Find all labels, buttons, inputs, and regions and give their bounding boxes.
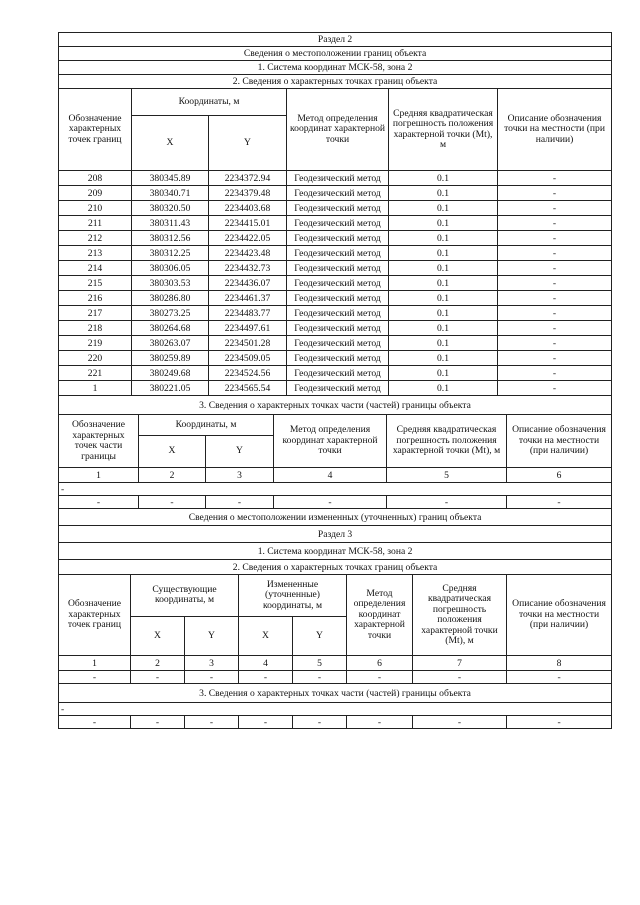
parts-dash-cell: - — [206, 496, 274, 509]
point-description: - — [498, 336, 612, 351]
point-x: 380312.56 — [132, 231, 209, 246]
parts-number-cell: 1 — [59, 468, 139, 483]
parts-col-designation: Обозначение характерных точек части границы — [59, 415, 139, 468]
point-description: - — [498, 321, 612, 336]
point-description: - — [498, 351, 612, 366]
point-y: 2234436.07 — [209, 276, 287, 291]
s3-number-cell: 8 — [507, 656, 612, 671]
point-y: 2234379.48 — [209, 186, 287, 201]
s3-number-cell: 4 — [239, 656, 293, 671]
col-coordinates: Координаты, м — [132, 89, 287, 116]
table-row — [59, 306, 612, 321]
parts-number-cell: 5 — [387, 468, 507, 483]
section3-title: Раздел 3 — [59, 526, 612, 543]
point-error: 0.1 — [389, 351, 498, 366]
point-error: 0.1 — [389, 186, 498, 201]
s3-number-cell: 6 — [347, 656, 413, 671]
point-method: Геодезический метод — [287, 261, 389, 276]
point-x: 380221.05 — [132, 381, 209, 396]
point-method: Геодезический метод — [287, 366, 389, 381]
point-y: 2234432.73 — [209, 261, 287, 276]
s3-dashes-row — [59, 671, 612, 684]
point-y: 2234565.54 — [209, 381, 287, 396]
point-method: Геодезический метод — [287, 336, 389, 351]
point-method: Геодезический метод — [287, 246, 389, 261]
parts-col-description: Описание обозначения точки на местности (при наличии) — [507, 415, 612, 468]
s3-dash-cell: - — [239, 671, 293, 684]
s3-col-existing-x: X — [131, 616, 185, 656]
point-y: 2234509.05 — [209, 351, 287, 366]
s3-col-method: Метод определения координат характерной точки — [347, 575, 413, 656]
point-id: 218 — [59, 321, 132, 336]
point-method: Геодезический метод — [287, 186, 389, 201]
point-id: 215 — [59, 276, 132, 291]
col-y: Y — [209, 116, 287, 171]
point-id: 208 — [59, 171, 132, 186]
s3-col-designation: Обозначение характерных точек границ — [59, 575, 131, 656]
point-x: 380263.07 — [132, 336, 209, 351]
section3-coord-system: 1. Система координат МСК-58, зона 2 — [59, 543, 612, 560]
table-row — [59, 231, 612, 246]
point-id: 210 — [59, 201, 132, 216]
s3-dash-cell: - — [131, 671, 185, 684]
parts-dashes-row — [59, 496, 612, 509]
table-row — [59, 351, 612, 366]
parts-col-method: Метод определения координат характерной точки — [274, 415, 387, 468]
point-error: 0.1 — [389, 381, 498, 396]
point-x: 380259.89 — [132, 351, 209, 366]
point-id: 217 — [59, 306, 132, 321]
col-description: Описание обозначения точки на местности (при наличии) — [498, 89, 612, 171]
section3-points-heading: 2. Сведения о характерных точках границ объекта — [59, 560, 612, 575]
point-method: Геодезический метод — [287, 276, 389, 291]
col-designation: Обозначение характерных точек границ — [59, 89, 132, 171]
point-id: 212 — [59, 231, 132, 246]
s3-parts-dash-cell: - — [59, 716, 131, 729]
point-description: - — [498, 246, 612, 261]
point-id: 209 — [59, 186, 132, 201]
s3-col-changed: Измененные (уточненные) координаты, м — [239, 575, 347, 617]
point-y: 2234422.05 — [209, 231, 287, 246]
s3-numbers-row — [59, 656, 612, 671]
point-method: Геодезический метод — [287, 291, 389, 306]
point-x: 380286.80 — [132, 291, 209, 306]
point-id: 216 — [59, 291, 132, 306]
coord-system: 1. Система координат МСК-58, зона 2 — [59, 61, 612, 75]
s3-number-cell: 3 — [185, 656, 239, 671]
section-heading: Сведения о местоположении границ объекта — [59, 47, 612, 61]
s3-number-cell: 1 — [59, 656, 131, 671]
points-body — [59, 171, 612, 396]
parts-col-coordinates: Координаты, м — [139, 415, 274, 436]
point-description: - — [498, 276, 612, 291]
s3-parts-dash-cell: - — [507, 716, 612, 729]
s3-dash-cell: - — [413, 671, 507, 684]
parts-number-cell: 2 — [139, 468, 206, 483]
s3-dash-cell: - — [347, 671, 413, 684]
point-y: 2234423.48 — [209, 246, 287, 261]
point-id: 211 — [59, 216, 132, 231]
s3-parts-heading: 3. Сведения о характерных точках части (частей) границы объекта — [59, 684, 612, 703]
point-error: 0.1 — [389, 306, 498, 321]
s3-col-changed-y: Y — [293, 616, 347, 656]
s3-number-cell: 2 — [131, 656, 185, 671]
point-method: Геодезический метод — [287, 216, 389, 231]
point-method: Геодезический метод — [287, 171, 389, 186]
parts-col-y: Y — [206, 436, 274, 468]
s3-parts-dash-cell: - — [185, 716, 239, 729]
point-error: 0.1 — [389, 321, 498, 336]
parts-col-error: Средняя квадратическая погрешность положения характерной точки (Мt), м — [387, 415, 507, 468]
points-heading: 2. Сведения о характерных точках границ объекта — [59, 75, 612, 89]
s3-dash-cell: - — [185, 671, 239, 684]
point-id: 220 — [59, 351, 132, 366]
table-row — [59, 336, 612, 351]
point-description: - — [498, 231, 612, 246]
point-y: 2234403.68 — [209, 201, 287, 216]
section2-table — [58, 32, 612, 396]
point-method: Геодезический метод — [287, 201, 389, 216]
col-method: Метод определения координат характерной точки — [287, 89, 389, 171]
s3-parts-dash-cell: - — [131, 716, 185, 729]
table-row — [59, 201, 612, 216]
point-x: 380311.43 — [132, 216, 209, 231]
point-y: 2234524.56 — [209, 366, 287, 381]
parts-number-cell: 4 — [274, 468, 387, 483]
point-x: 380249.68 — [132, 366, 209, 381]
col-x: X — [132, 116, 209, 171]
s3-parts-dash-cell: - — [347, 716, 413, 729]
point-error: 0.1 — [389, 246, 498, 261]
s3-col-changed-x: X — [239, 616, 293, 656]
section3-table — [58, 508, 612, 729]
point-x: 380312.25 — [132, 246, 209, 261]
s3-col-existing-y: Y — [185, 616, 239, 656]
table-row — [59, 171, 612, 186]
point-description: - — [498, 201, 612, 216]
parts-dash-cell: - — [139, 496, 206, 509]
s3-parts-dash-cell: - — [413, 716, 507, 729]
parts-numbers-row — [59, 468, 612, 483]
s3-number-cell: 7 — [413, 656, 507, 671]
parts-col-x: X — [139, 436, 206, 468]
parts-blank-row: - — [59, 483, 612, 496]
table-row — [59, 321, 612, 336]
table-row — [59, 216, 612, 231]
point-method: Геодезический метод — [287, 306, 389, 321]
s3-dash-cell: - — [293, 671, 347, 684]
point-method: Геодезический метод — [287, 351, 389, 366]
table-row — [59, 276, 612, 291]
point-x: 380303.53 — [132, 276, 209, 291]
s3-number-cell: 5 — [293, 656, 347, 671]
point-x: 380264.68 — [132, 321, 209, 336]
section2-parts-table — [58, 395, 612, 509]
s3-parts-dash-cell: - — [239, 716, 293, 729]
point-description: - — [498, 366, 612, 381]
point-y: 2234461.37 — [209, 291, 287, 306]
point-error: 0.1 — [389, 201, 498, 216]
point-error: 0.1 — [389, 366, 498, 381]
point-id: 1 — [59, 381, 132, 396]
point-description: - — [498, 306, 612, 321]
table-row — [59, 291, 612, 306]
table-row — [59, 381, 612, 396]
point-description: - — [498, 381, 612, 396]
point-y: 2234497.61 — [209, 321, 287, 336]
point-error: 0.1 — [389, 291, 498, 306]
point-error: 0.1 — [389, 336, 498, 351]
point-description: - — [498, 216, 612, 231]
point-description: - — [498, 261, 612, 276]
point-id: 221 — [59, 366, 132, 381]
changed-heading: Сведения о местоположении измененных (уточненных) границ объекта — [59, 509, 612, 526]
s3-dash-cell: - — [59, 671, 131, 684]
parts-number-cell: 3 — [206, 468, 274, 483]
parts-dash-cell: - — [274, 496, 387, 509]
parts-dash-cell: - — [59, 496, 139, 509]
parts-dash-cell: - — [507, 496, 612, 509]
parts-heading: 3. Сведения о характерных точках части (частей) границы объекта — [59, 396, 612, 415]
s3-col-error: Средняя квадратическая погрешность положения характерной точки (Мt), м — [413, 575, 507, 656]
table-row — [59, 186, 612, 201]
point-error: 0.1 — [389, 231, 498, 246]
point-x: 380320.50 — [132, 201, 209, 216]
point-error: 0.1 — [389, 276, 498, 291]
point-y: 2234501.28 — [209, 336, 287, 351]
s3-parts-blank-row: - — [59, 703, 612, 716]
document-page — [58, 32, 611, 729]
s3-dash-cell: - — [507, 671, 612, 684]
point-id: 219 — [59, 336, 132, 351]
point-error: 0.1 — [389, 261, 498, 276]
point-method: Геодезический метод — [287, 231, 389, 246]
point-x: 380340.71 — [132, 186, 209, 201]
table-row — [59, 246, 612, 261]
point-method: Геодезический метод — [287, 321, 389, 336]
section-title: Раздел 2 — [59, 33, 612, 47]
point-method: Геодезический метод — [287, 381, 389, 396]
parts-dash-cell: - — [387, 496, 507, 509]
table-row — [59, 261, 612, 276]
point-id: 214 — [59, 261, 132, 276]
point-id: 213 — [59, 246, 132, 261]
point-x: 380306.05 — [132, 261, 209, 276]
point-description: - — [498, 171, 612, 186]
col-error: Средняя квадратическая погрешность положения характерной точки (Мt), м — [389, 89, 498, 171]
point-error: 0.1 — [389, 216, 498, 231]
point-description: - — [498, 186, 612, 201]
s3-col-existing: Существующие координаты, м — [131, 575, 239, 617]
point-y: 2234483.77 — [209, 306, 287, 321]
point-x: 380273.25 — [132, 306, 209, 321]
s3-col-description: Описание обозначения точки на местности (при наличии) — [507, 575, 612, 656]
point-y: 2234415.01 — [209, 216, 287, 231]
point-description: - — [498, 291, 612, 306]
s3-parts-dashes-row — [59, 716, 612, 729]
point-x: 380345.89 — [132, 171, 209, 186]
parts-number-cell: 6 — [507, 468, 612, 483]
point-y: 2234372.94 — [209, 171, 287, 186]
point-error: 0.1 — [389, 171, 498, 186]
table-row — [59, 366, 612, 381]
s3-parts-dash-cell: - — [293, 716, 347, 729]
